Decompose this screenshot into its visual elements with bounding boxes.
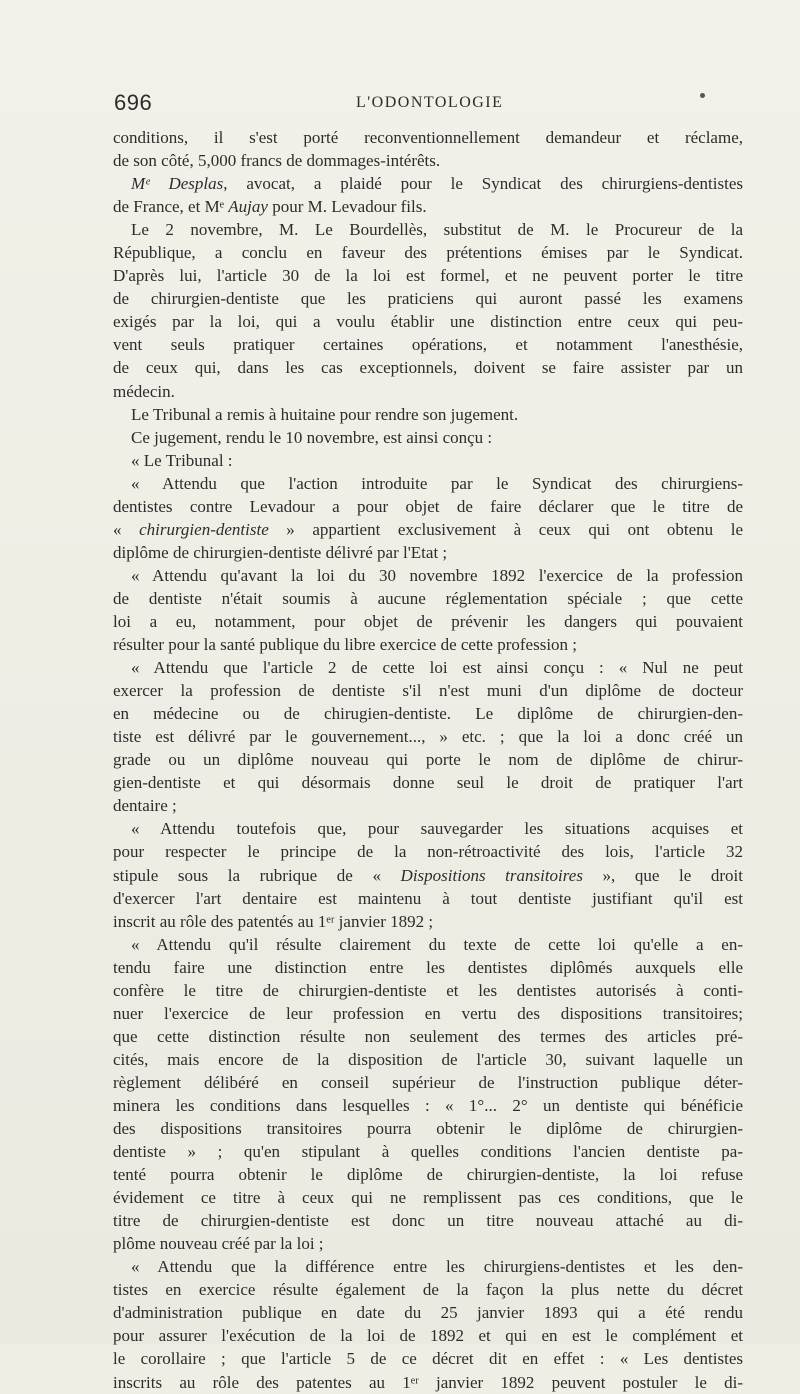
text-line [113,1025,743,1048]
line-text: dentaire ; [113,796,177,816]
line-text: nuer l'exercice de leur profession en vertu des dispositions transitoires; [113,1003,743,1023]
text-line [113,403,743,426]
line-text: République, a conclu en faveur des prétentions émises par le Syndicat. [113,243,743,263]
italic-text: Aujay [228,197,268,217]
text-line [113,541,743,564]
text-line [113,1324,743,1347]
text-line [113,587,743,610]
text-line [113,656,743,679]
article-body [113,126,743,1394]
text-line [113,610,743,633]
line-text: exigés par la loi, qui a voulu établir une distinction entre ceux qui peu- [113,312,743,332]
line-text: « [113,519,140,539]
line-text: inscrits au rôle des patentes au 1ᵉʳ janvier 1892 peuvent postuler le di- [113,1372,743,1392]
line-text: Le Tribunal a remis à huitaine pour rendre son jugement. [131,404,519,424]
text-line [113,633,743,656]
text-line [113,449,743,472]
line-text: médecin. [113,381,175,401]
text-line [113,933,743,956]
line-text: « Attendu que la différence entre les chirurgiens-dentistes et les den- [131,1257,743,1277]
line-text: en médecine ou de chirugien-dentiste. Le diplôme de chirurgien-den- [113,704,743,724]
text-line [113,380,743,403]
text-line [113,426,743,449]
line-text: stipule sous la rubrique de « [113,865,401,885]
line-text: d'exercer l'art dentaire est maintenu à tout dentiste justifiant qu'il est [113,888,743,908]
text-line [113,1071,743,1094]
line-text: dentistes contre Levadour a pour objet de faire déclarer que le titre de [113,496,743,516]
line-text: de chirurgien-dentiste que les praticiens qui auront passé les examens [113,289,743,309]
line-text: de dentiste n'était soumis à aucune réglementation spéciale ; que cette [113,588,743,608]
text-line [113,241,743,264]
line-text: tistes en exercice résulte également de la façon la plus nette du décret [113,1280,743,1300]
text-line [113,1117,743,1140]
text-line [113,333,743,356]
text-line [113,817,743,840]
line-text: « Le Tribunal : [131,450,233,470]
line-text: « Attendu que l'article 2 de cette loi est ainsi conçu : « Nul ne peut [131,658,743,678]
line-text: de ceux qui, dans les cas exceptionnels, doivent se faire assister par un [113,358,743,378]
line-text: pour M. Levadour fils. [267,197,427,217]
line-text: titre de chirurgien-dentiste est donc un titre nouveau attaché au di- [113,1211,743,1231]
text-line [113,979,743,1002]
line-text: plôme nouveau créé par la loi ; [113,1234,324,1254]
line-text: tendu faire une distinction entre les dentistes diplômés auxquels elle [113,957,743,977]
text-line [113,725,743,748]
line-text: évidement ce titre à ceux qui ne remplissent pas ces conditions, que le [113,1188,743,1208]
line-text: résulter pour la santé publique du libre exercice de cette profession ; [113,635,578,655]
line-text: vent seuls pratiquer certaines opérations, et notamment l'anesthésie, [113,335,743,355]
text-line [113,264,743,287]
italic-text: chirurgien-dentiste [139,519,269,539]
text-line [113,172,743,195]
text-line [113,1209,743,1232]
line-text: « Attendu toutefois que, pour sauvegarder les situations acquises et [131,819,743,839]
text-line [113,887,743,910]
line-text: le corollaire ; que l'article 5 de ce décret dit en effet : « Les dentistes [113,1349,743,1369]
text-line [113,702,743,725]
line-text: pour respecter le principe de la non-rétroactivité des lois, l'article 32 [113,842,743,862]
line-text: « Attendu qu'avant la loi du 30 novembre 1892 l'exercice de la profession [131,565,743,585]
text-line [113,1278,743,1301]
line-text: confère le titre de chirurgien-dentiste et les dentistes autorisés à conti- [113,980,743,1000]
text-line [113,1301,743,1324]
italic-text: Mᵉ Desplas [131,174,224,194]
text-line [113,1002,743,1025]
text-line [113,1347,743,1370]
text-line [113,495,743,518]
text-line [113,910,743,933]
text-line [113,1163,743,1186]
text-line [113,1371,743,1394]
line-text: pour assurer l'exécution de la loi de 1892 et qui en est le complément et [113,1326,743,1346]
text-line [113,864,743,887]
line-text: que cette distinction résulte non seulement des termes des articles pré- [113,1026,743,1046]
text-line [113,1232,743,1255]
line-text: loi a eu, notamment, pour objet de prévenir les dangers qui pouvaient [113,611,743,631]
line-text: « Attendu qu'il résulte clairement du texte de cette loi qu'elle a en- [131,934,743,954]
line-text: inscrit au rôle des patentés au 1ᵉʳ janvier 1892 ; [113,911,434,931]
line-text: tenté pourra obtenir le diplôme de chirurgien-dentiste, la loi refuse [113,1165,743,1185]
line-text: de France, et Mᵉ [113,197,229,217]
running-title: L'ODONTOLOGIE [356,94,504,111]
text-line [113,518,743,541]
ink-speck [700,93,705,98]
line-text: diplôme de chirurgien-dentiste délivré par l'Etat ; [113,542,448,562]
line-text: dentiste » ; qu'en stipulant à quelles conditions l'ancien dentiste pa- [113,1142,743,1162]
text-line [113,1186,743,1209]
line-text: gien-dentiste et qui désormais donne seul le droit de pratiquer l'art [113,773,743,793]
text-line [113,287,743,310]
text-line [113,218,743,241]
line-text: cités, mais encore de la disposition de l'article 30, suivant laquelle un [113,1049,743,1069]
line-text: Ce jugement, rendu le 10 novembre, est ainsi conçu : [131,427,493,447]
line-text: tiste est délivré par le gouvernement..., » etc. ; que la loi a donc créé un [113,727,743,747]
text-line [113,1255,743,1278]
line-text: Le 2 novembre, M. Le Bourdellès, substitut de M. le Procureur de la [131,220,743,240]
text-line [113,748,743,771]
line-text: , avocat, a plaidé pour le Syndicat des chirurgiens-dentistes [223,174,743,194]
line-text: règlement délibéré en conseil supérieur de l'instruction publique déter- [113,1072,743,1092]
line-text: » appartient exclusivement à ceux qui ont obtenu le [268,519,744,539]
text-line [113,956,743,979]
line-text: des dispositions transitoires pourra obtenir le diplôme de chirurgien- [113,1119,743,1139]
text-line [113,1094,743,1117]
text-line [113,472,743,495]
page-number: 696 [114,90,153,115]
line-text: », que le droit [582,865,743,885]
line-text: de son côté, 5,000 francs de dommages-intérêts. [113,151,441,171]
text-line [113,1140,743,1163]
text-line [113,771,743,794]
line-text: conditions, il s'est porté reconventionnellement demandeur et réclame, [113,128,743,147]
text-line [113,564,743,587]
text-line [113,794,743,817]
line-text: exercer la profession de dentiste s'il n'est muni d'un diplôme de docteur [113,681,743,701]
line-text: d'administration publique en date du 25 janvier 1893 qui a été rendu [113,1303,743,1323]
text-line [113,126,743,149]
text-line [113,310,743,333]
line-text: grade ou un diplôme nouveau qui porte le nom de diplôme de chirur- [113,750,743,770]
text-line [113,679,743,702]
text-line [113,195,743,218]
text-line [113,840,743,863]
line-text: « Attendu que l'action introduite par le Syndicat des chirurgiens- [131,473,743,493]
text-line [113,149,743,172]
line-text: minera les conditions dans lesquelles : « 1°... 2° un dentiste qui bénéficie [113,1095,743,1115]
text-line [113,1048,743,1071]
italic-text: Dispositions transitoires [400,865,583,885]
line-text: D'après lui, l'article 30 de la loi est formel, et ne peuvent porter le titre [113,266,743,286]
text-line [113,356,743,379]
